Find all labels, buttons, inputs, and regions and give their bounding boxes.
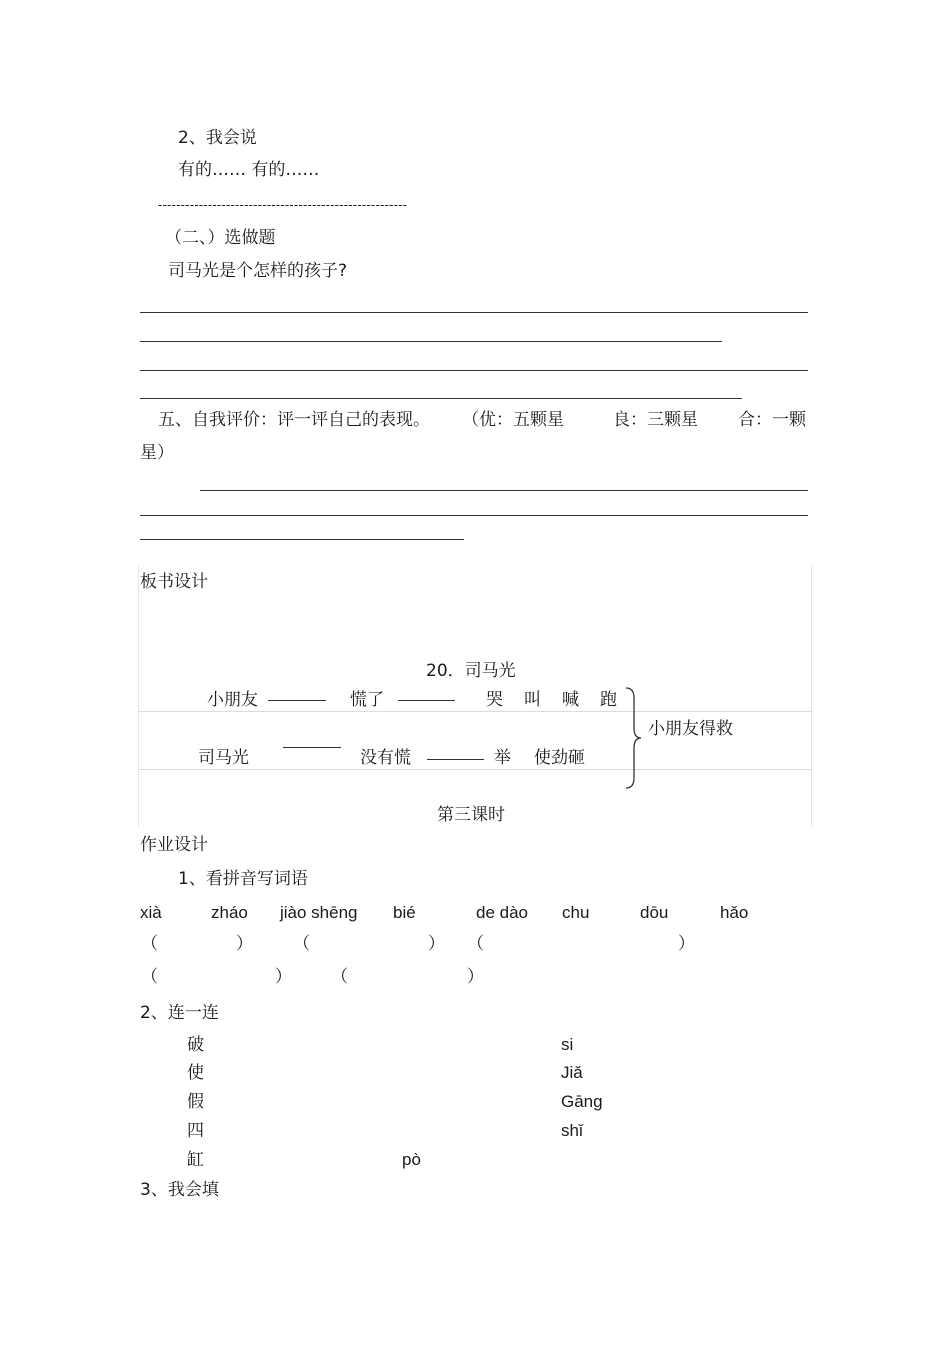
match-char[interactable]: 假 bbox=[187, 1092, 204, 1112]
board-border-right bbox=[811, 566, 812, 826]
board-row2-subject: 司马光 bbox=[198, 748, 249, 768]
self-eval-continued: 星） bbox=[140, 443, 174, 463]
board-row1-state: 慌了 bbox=[350, 690, 384, 710]
self-eval-option-pass: 合：一颗 bbox=[738, 410, 806, 430]
self-eval-option-good: 良：三颗星 bbox=[613, 410, 698, 430]
match-char[interactable]: 缸 bbox=[187, 1150, 204, 1170]
board-connector bbox=[398, 700, 455, 701]
board-row1-subject: 小朋友 bbox=[207, 690, 258, 710]
board-row1-action: 跑 bbox=[600, 690, 617, 710]
board-row2-action: 举 bbox=[494, 748, 511, 768]
match-pinyin[interactable]: pò bbox=[402, 1150, 421, 1169]
answer-line[interactable] bbox=[140, 370, 808, 371]
answer-bracket-open[interactable]: （ bbox=[467, 934, 484, 954]
pinyin-item: jiào shēng bbox=[280, 903, 358, 922]
board-border-left bbox=[138, 566, 139, 826]
board-connector bbox=[427, 759, 484, 760]
match-char[interactable]: 四 bbox=[187, 1121, 204, 1141]
answer-bracket-close: ） bbox=[275, 967, 292, 987]
pinyin-item: bié bbox=[393, 903, 416, 922]
answer-bracket-open[interactable]: （ bbox=[141, 967, 158, 987]
answer-bracket-open[interactable]: （ bbox=[141, 934, 158, 954]
right-brace-icon bbox=[622, 686, 644, 790]
pinyin-item: zháo bbox=[211, 903, 248, 922]
match-pinyin[interactable]: si bbox=[561, 1035, 574, 1054]
board-row1-action: 哭 bbox=[486, 690, 503, 710]
speak-pattern: 有的…… 有的…… bbox=[178, 160, 320, 180]
board-row-divider bbox=[138, 769, 812, 770]
match-pinyin[interactable]: Jiǎ bbox=[561, 1063, 583, 1082]
answer-bracket-open[interactable]: （ bbox=[331, 967, 348, 987]
answer-bracket-close: ） bbox=[678, 934, 695, 954]
match-pinyin[interactable]: Gāng bbox=[561, 1092, 603, 1111]
optional-question: 司马光是个怎样的孩子? bbox=[168, 261, 348, 281]
answer-line[interactable] bbox=[140, 398, 742, 399]
answer-line[interactable] bbox=[140, 515, 808, 516]
match-pinyin[interactable]: shǐ bbox=[561, 1121, 583, 1140]
board-title: 20．司马光 bbox=[426, 661, 516, 681]
self-eval-main: 五、自我评价：评一评自己的表现。 bbox=[158, 410, 430, 430]
answer-bracket-close: ） bbox=[467, 967, 484, 987]
pinyin-item: dōu bbox=[640, 903, 669, 922]
pinyin-item: chu bbox=[562, 903, 590, 922]
board-result: 小朋友得救 bbox=[648, 719, 733, 739]
board-footer: 第三课时 bbox=[437, 805, 505, 825]
pinyin-item: xià bbox=[140, 903, 162, 922]
answer-bracket-close: ） bbox=[428, 934, 445, 954]
answer-line[interactable] bbox=[140, 539, 464, 540]
speak-heading: 2、我会说 bbox=[178, 128, 257, 148]
q1-title: 1、看拼音写词语 bbox=[178, 869, 308, 889]
pinyin-item: de dào bbox=[476, 903, 528, 922]
board-heading: 板书设计 bbox=[140, 572, 208, 592]
pinyin-item: hǎo bbox=[720, 903, 749, 922]
answer-bracket-close: ） bbox=[236, 934, 253, 954]
answer-bracket-open[interactable]: （ bbox=[293, 934, 310, 954]
match-char[interactable]: 使 bbox=[187, 1063, 204, 1083]
answer-line[interactable] bbox=[140, 341, 722, 342]
board-row1-action: 喊 bbox=[562, 690, 579, 710]
board-connector bbox=[268, 700, 326, 701]
answer-line[interactable] bbox=[140, 312, 808, 313]
board-connector bbox=[283, 747, 341, 748]
q2-title: 2、连一连 bbox=[140, 1003, 219, 1023]
board-row2-action: 使劲砸 bbox=[534, 748, 585, 768]
homework-heading: 作业设计 bbox=[140, 835, 208, 855]
board-row1-action: 叫 bbox=[524, 690, 541, 710]
dashed-divider: ------------------------------------------------------- bbox=[158, 198, 408, 212]
match-char[interactable]: 破 bbox=[187, 1035, 204, 1055]
board-row2-state: 没有慌 bbox=[360, 748, 411, 768]
board-row-divider bbox=[138, 711, 812, 712]
q3-title: 3、我会填 bbox=[140, 1180, 219, 1200]
self-eval-option-excellent: （优：五颗星 bbox=[462, 410, 564, 430]
optional-heading: （二、）选做题 bbox=[165, 228, 276, 248]
answer-line[interactable] bbox=[200, 490, 808, 491]
